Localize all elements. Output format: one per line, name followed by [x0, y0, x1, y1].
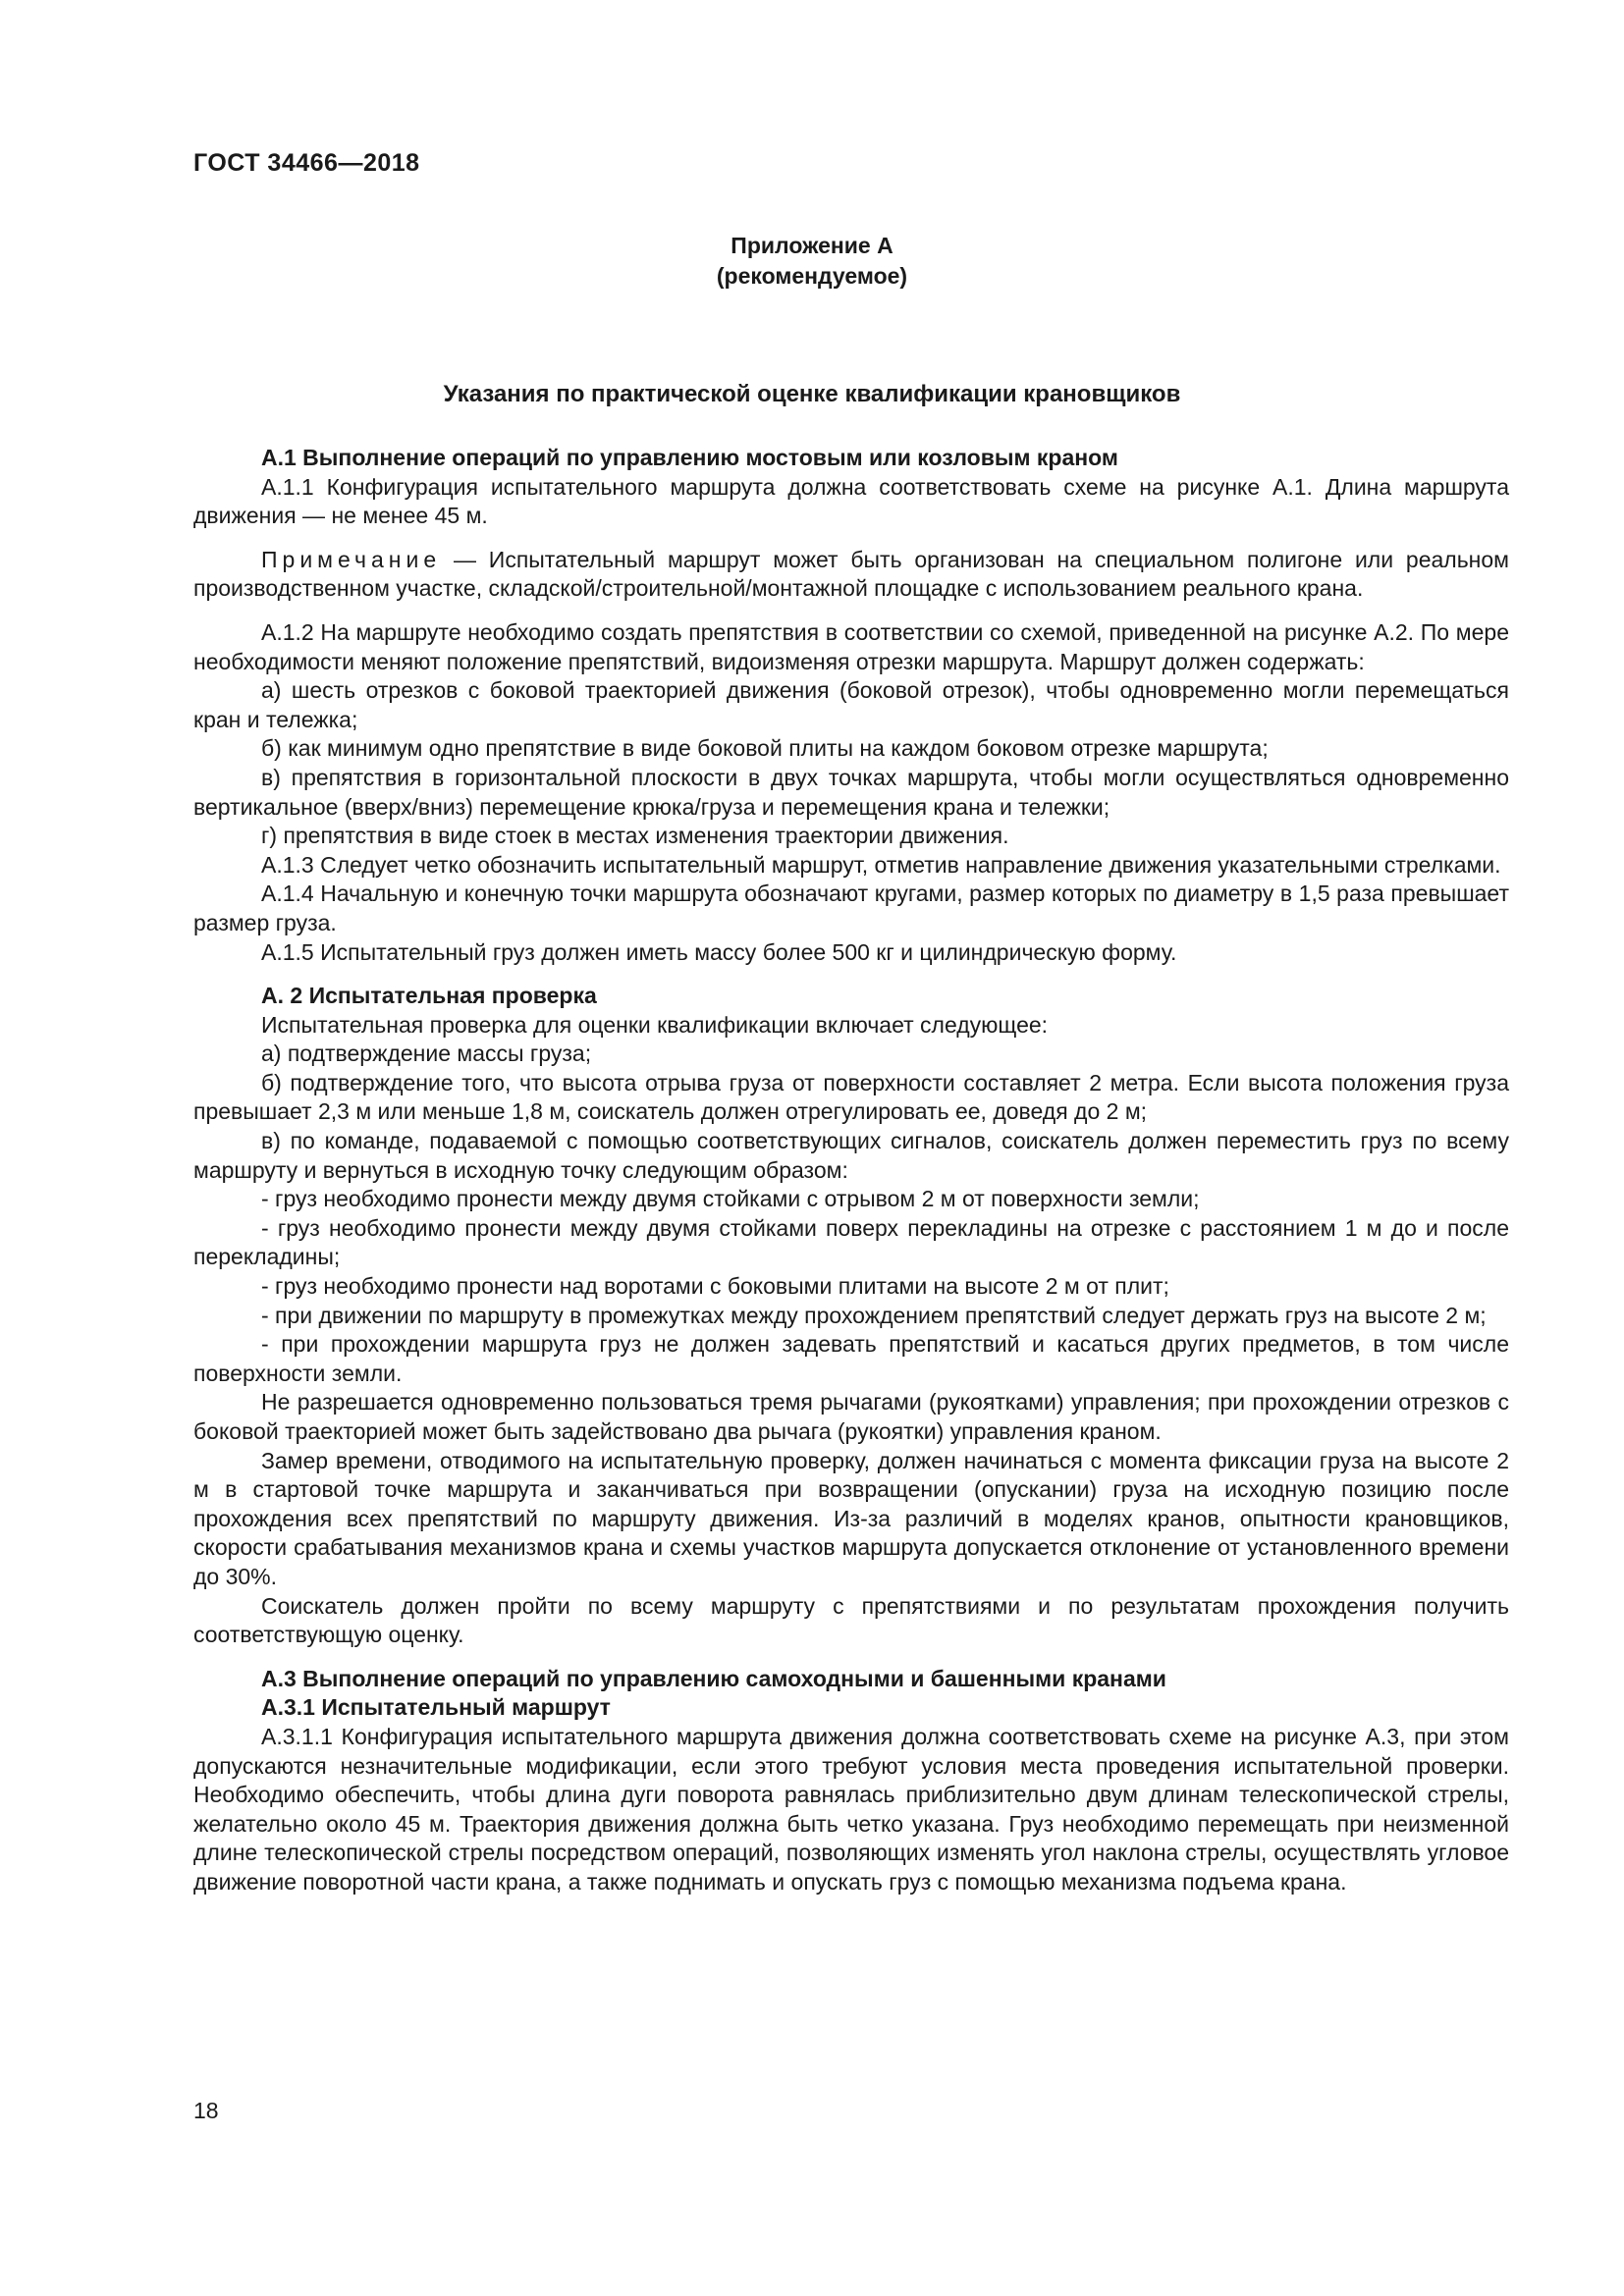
list-item-a2-b: б) подтверждение того, что высота отрыва груза от поверхности составляет 2 метра. Если высота положения груза превышает 2,3 м или меньше 1,8 м, соискатель должен отрегулировать ее, доведя до 2 м; [193, 1069, 1509, 1125]
dash-item-5: - при прохождении маршрута груз не должен задевать препятствий и касаться других предметов, в том числе поверхности земли. [193, 1331, 1509, 1386]
section-heading-a2: А. 2 Испытательная проверка [261, 983, 597, 1009]
dash-item-2: - груз необходимо пронести между двумя стойками поверх перекладины на отрезке с расстоянием 1 м до и после перекладины; [193, 1214, 1509, 1270]
note-paragraph [193, 546, 1509, 604]
standard-header: ГОСТ 34466—2018 [193, 149, 420, 177]
list-item-a1-a: а) шесть отрезков с боковой траекторией движения (боковой отрезок), чтобы одновременно могли перемещаться кран и тележка; [193, 677, 1509, 732]
section-heading-a1: А.1 Выполнение операций по управлению мостовым или козловым краном [261, 445, 1118, 470]
section-heading-a3: А.3 Выполнение операций по управлению самоходными и башенными кранами [261, 1665, 1166, 1691]
paragraph-a1-1: А.1.1 Конфигурация испытательного маршрута должна соответствовать схеме на рисунке А.1. Длина маршрута движения — не менее 45 м. [193, 473, 1509, 529]
list-item-a1-v: в) препятствия в горизонтальной плоскости в двух точках маршрута, чтобы могли осуществляться одновременно вертикальное (вверх/вниз) перемещение крюка/груза и перемещения крана и тележки; [193, 764, 1509, 820]
appendix-heading [0, 231, 1624, 292]
paragraph-a1-3: А.1.3 Следует четко обозначить испытательный маршрут, отметив направление движения указательными стрелками. [261, 851, 1501, 878]
paragraph-a1-5: А.1.5 Испытательный груз должен иметь массу более 500 кг и цилиндрическую форму. [261, 938, 1177, 965]
paragraph-a1-4: А.1.4 Начальную и конечную точки маршрута обозначают кругами, размер которых по диаметру в 1,5 раза превышает размер груза. [193, 881, 1509, 935]
dash-item-1: - груз необходимо пронести между двумя стойками с отрывом 2 м от поверхности земли; [261, 1186, 1200, 1212]
paragraph-a1-2: А.1.2 На маршруте необходимо создать препятствия в соответствии со схемой, приведенной на рисунке А.2. По мере необходимости меняют положение препятствий, видоизменяя отрезки маршрута. Маршрут должен содержать: [193, 618, 1509, 674]
appendix-status: (рекомендуемое) [716, 263, 908, 289]
appendix-title: Приложение А [731, 233, 893, 258]
paragraph-a2-levers: Не разрешается одновременно пользоваться тремя рычагами (рукоятками) управления; при прохождении отрезков с боковой траекторией может быть задействовано два рычага (рукоятки) управления краном. [193, 1389, 1509, 1444]
paragraph-a2-result: Соискатель должен пройти по всему маршруту с препятствиями и по результатам прохождения получить соответствующую оценку. [193, 1592, 1509, 1648]
list-item-a2-v: в) по команде, подаваемой с помощью соответствующих сигналов, соискатель должен переместить груз по всему маршруту и вернуться в исходную точку следующим образом: [193, 1128, 1509, 1183]
list-item-a1-g: г) препятствия в виде стоек в местах изменения траектории движения. [261, 823, 1009, 849]
paragraph-a3-1-1: А.3.1.1 Конфигурация испытательного маршрута движения должна соответствовать схеме на рисунке А.3, при этом допускаются незначительные модификации, если этого требуют условия места проведения испытательной проверки. Необходимо обеспечить, чтобы длина дуги поворота равнялась приблизительно двум длинам телескопической стрелы, желательно около 45 м. Траектория движения должна быть четко указана. Груз необходимо перемещать при неизменной длине телескопической стрелы посредством операций, позволяющих изменять угол наклона стрелы, осуществлять угловое движение поворотной части крана, а также поднимать и опускать груз с помощью механизма подъема крана. [193, 1723, 1509, 1895]
subsection-heading-a3-1: А.3.1 Испытательный маршрут [261, 1694, 611, 1721]
page-number: 18 [193, 2098, 219, 2123]
paragraph-a2-time: Замер времени, отводимого на испытательную проверку, должен начинаться с момента фиксации груза на высоте 2 м в стартовой точке маршрута и заканчиваться при возвращении (опускании) груза на исходную позицию после прохождения всех препятствий по маршруту движения. Из-за различий в моделях кранов, опытности крановщиков, скорости срабатывания механизмов крана и схемы участков маршрута допускается отклонение от установленного времени до 30%. [193, 1447, 1509, 1589]
list-item-a1-b: б) как минимум одно препятствие в виде боковой плиты на каждом боковом отрезке маршрута; [261, 735, 1269, 762]
main-title: Указания по практической оценке квалификации крановщиков [443, 381, 1181, 407]
document-body [193, 444, 1509, 1897]
dash-item-4: - при движении по маршруту в промежутках между прохождением препятствий следует держать груз на высоте 2 м; [261, 1302, 1487, 1328]
list-item-a2-a: а) подтверждение массы груза; [261, 1041, 592, 1067]
dash-item-3: - груз необходимо пронести над воротами с боковыми плитами на высоте 2 м от плит; [261, 1273, 1169, 1300]
note-text: — Испытательный маршрут может быть организован на специальном полигоне или реальном производственном участке, складской/строительной/монтажной площадке с использованием реального крана. [193, 546, 1509, 602]
paragraph-a2-intro: Испытательная проверка для оценки квалификации включает следующее: [261, 1011, 1049, 1038]
note-label: Примечание [261, 546, 442, 572]
